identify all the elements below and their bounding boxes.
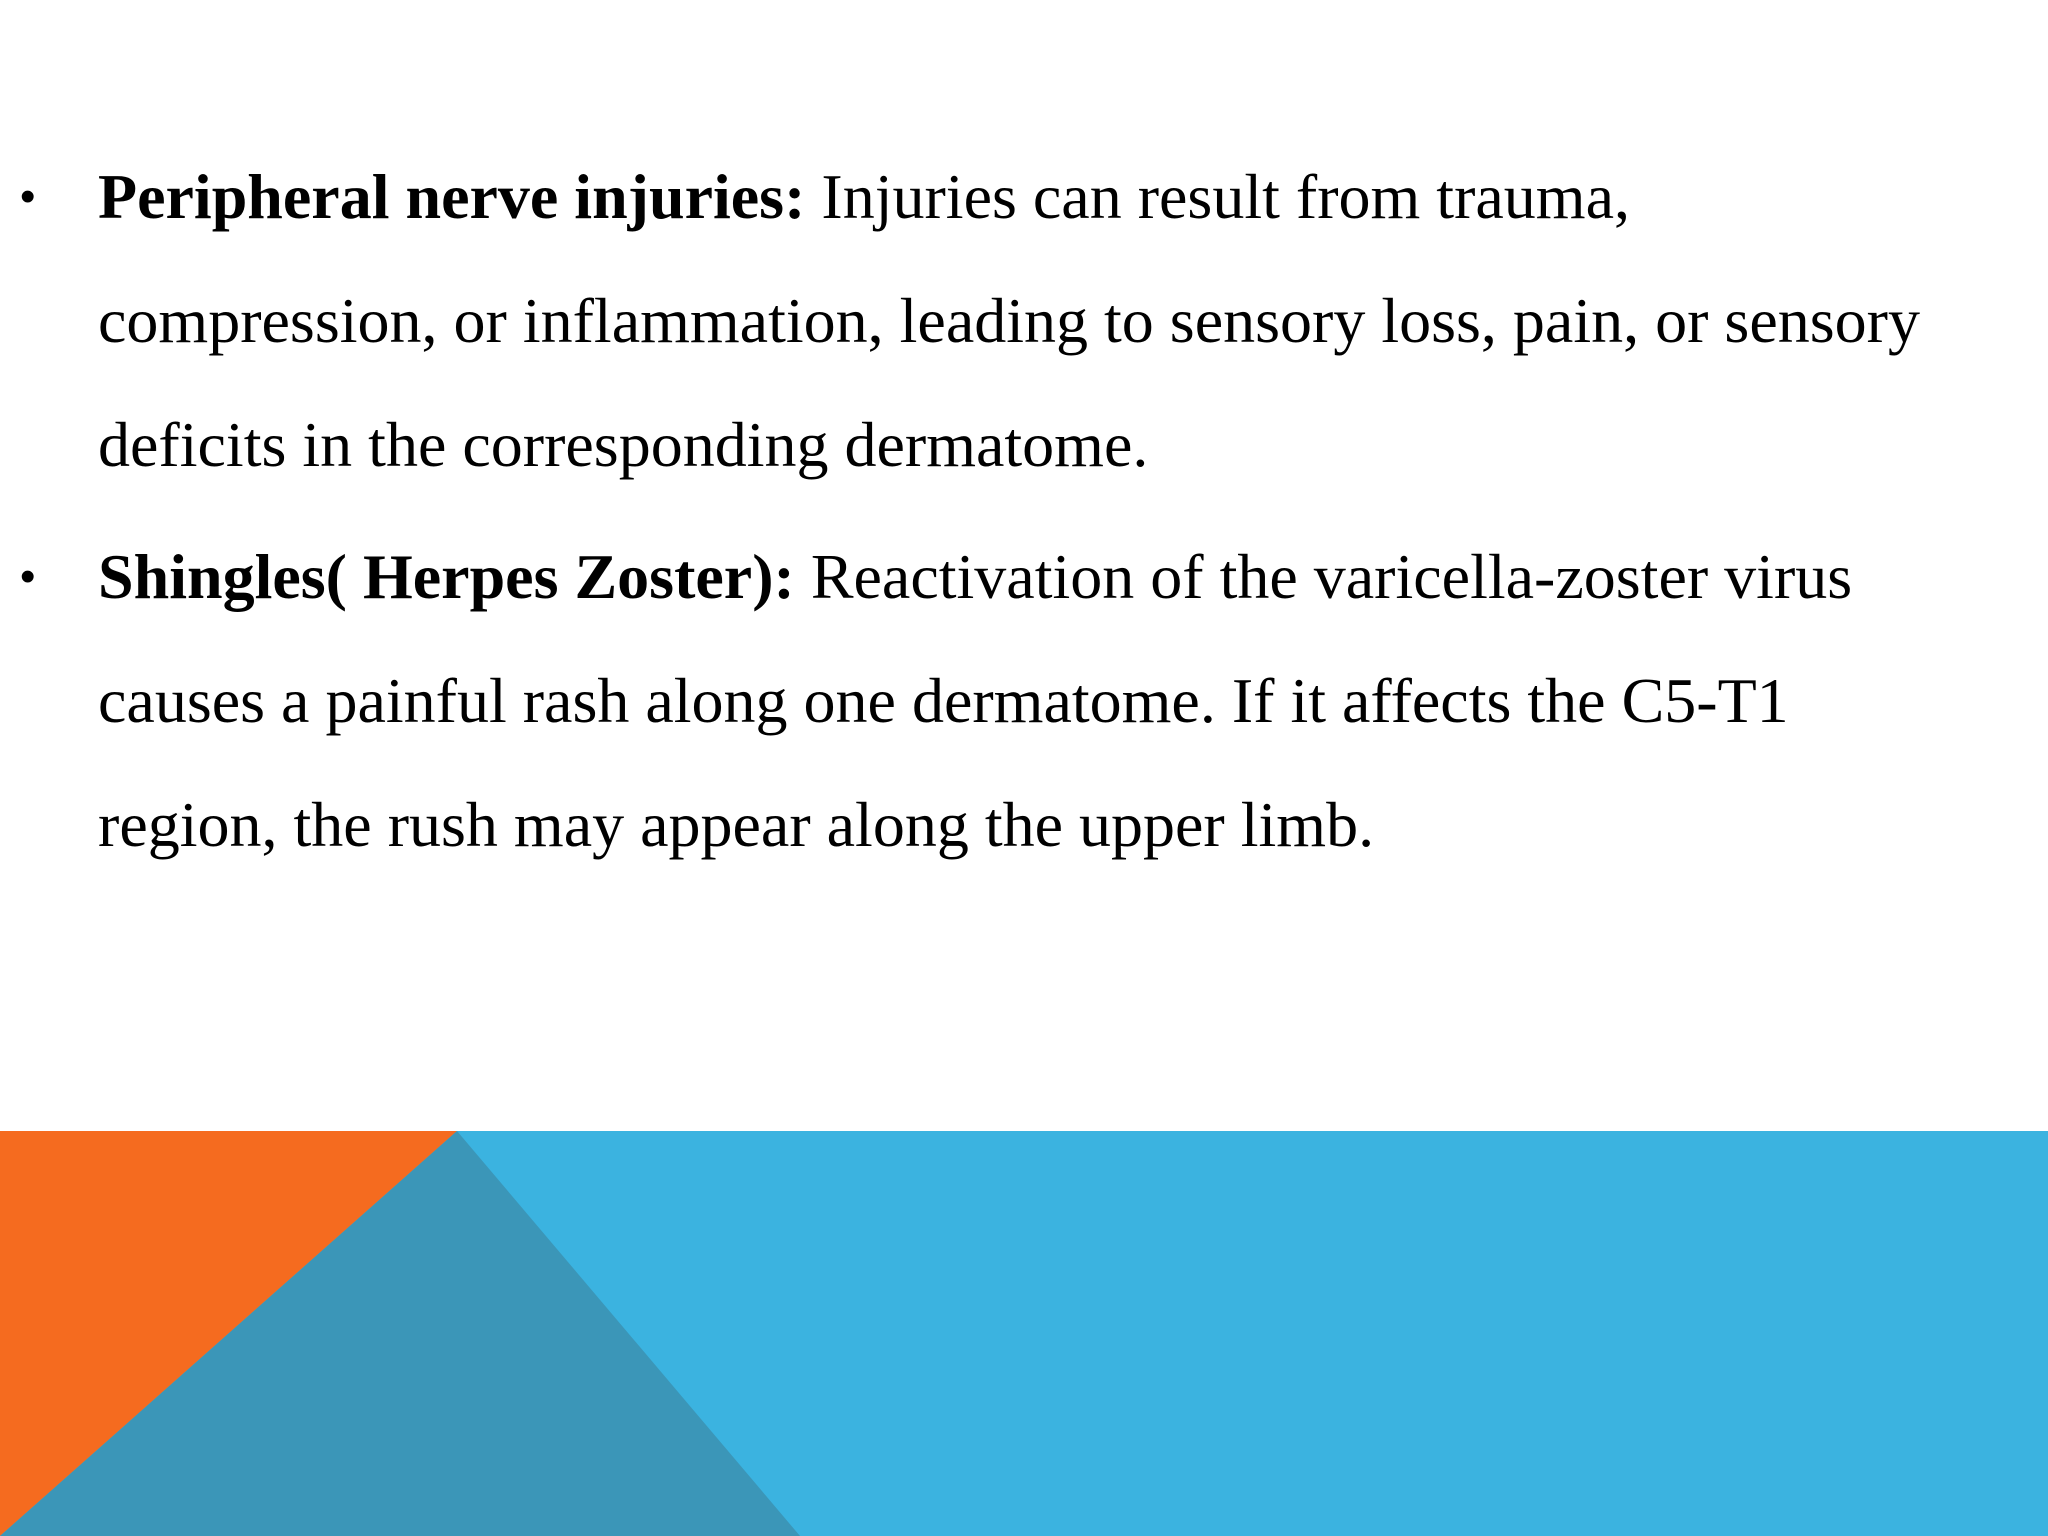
footer-decoration (0, 1131, 2048, 1536)
bullet-item-peripheral-nerve-injuries (0, 135, 1948, 507)
bullet-text: Reactivation of the varicella-zoster virus causes a painful rash along one dermatome. If it affects the C5-T1 region, the rush may appear along the upper limb. (98, 541, 1853, 860)
bullet-term: Shingles( Herpes Zoster): (98, 541, 795, 612)
bullet-text: Injuries can result from trauma, compression, or inflammation, leading to sensory loss, pain, or sensory deficits in the corresponding dermatome. (98, 161, 1920, 480)
footer-graphic (0, 1131, 2048, 1536)
bullet-icon: • (20, 552, 36, 601)
bullet-icon: • (20, 172, 36, 221)
bullet-list (0, 135, 2000, 895)
bullet-term: Peripheral nerve injuries: (98, 161, 806, 232)
bullet-item-shingles (0, 515, 1948, 887)
